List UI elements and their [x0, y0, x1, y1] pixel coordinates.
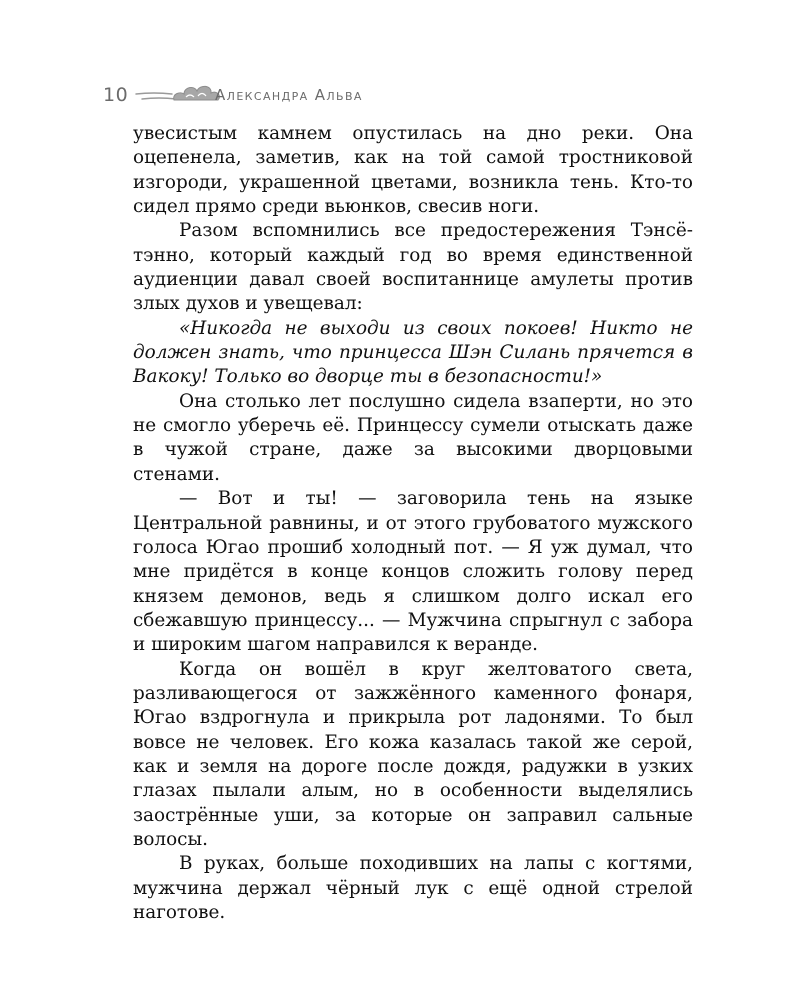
paragraph: Разом вспомнились все предостережения Тэнсё-тэнно, который каждый год во время единственной аудиенции давал своей воспитаннице амулеты против злых духов и увещевал: — [133, 220, 693, 315]
paragraph: увесистым камнем опустилась на дно реки. Она оцепенела, заметив, как на той самой тростниковой изгороди, украшенной цветами, возникла тень. Кто-то сидел прямо среди вьюнков, свесив ноги. — [133, 123, 693, 218]
body-text — [133, 122, 693, 925]
italic-quote-paragraph: «Никогда не выходи из своих покоев! Никто не должен знать, что принцесса Шэн Силань прячется в Вакоку! Только во дворце ты в безопасности!» — [133, 317, 693, 388]
paragraph: Когда он вошёл в круг желтоватого света, разливающегося от зажжённого каменного фонаря, Югао вздрогнула и прикрыла рот ладонями. То был вовсе не человек. Его кожа казалась такой же серой, как и земля на дороге после дождя, радужки в узких глазах пылали алым, но в особенности выделялись заострённые уши, за которые он заправил сальные волосы. — [133, 658, 693, 850]
paragraph: В руках, больше походивших на лапы с когтями, мужчина держал чёрный лук с ещё одной стрелой наготове. — [133, 853, 693, 923]
paragraph: Она столько лет послушно сидела взаперти, но это не смогло уберечь её. Принцессу сумели отыскать даже в чужой стране, даже за высокими дворцовыми стенами. — [133, 390, 693, 485]
running-header — [103, 80, 703, 110]
paragraph: — Вот и ты! — заговорила тень на языке Центральной равнины, и от этого грубоватого мужского голоса Югао прошиб холодный пот. — Я уж думал, что мне придётся в конце концов сложить голову перед князем демонов, ведь я слишком долго искал его сбежавшую принцессу... — Мужчина спрыгнул с забора и широким шагом направился к веранде. — [133, 488, 693, 656]
page-number: 10 — [103, 84, 129, 106]
author-name: Александра Альва — [215, 86, 363, 104]
